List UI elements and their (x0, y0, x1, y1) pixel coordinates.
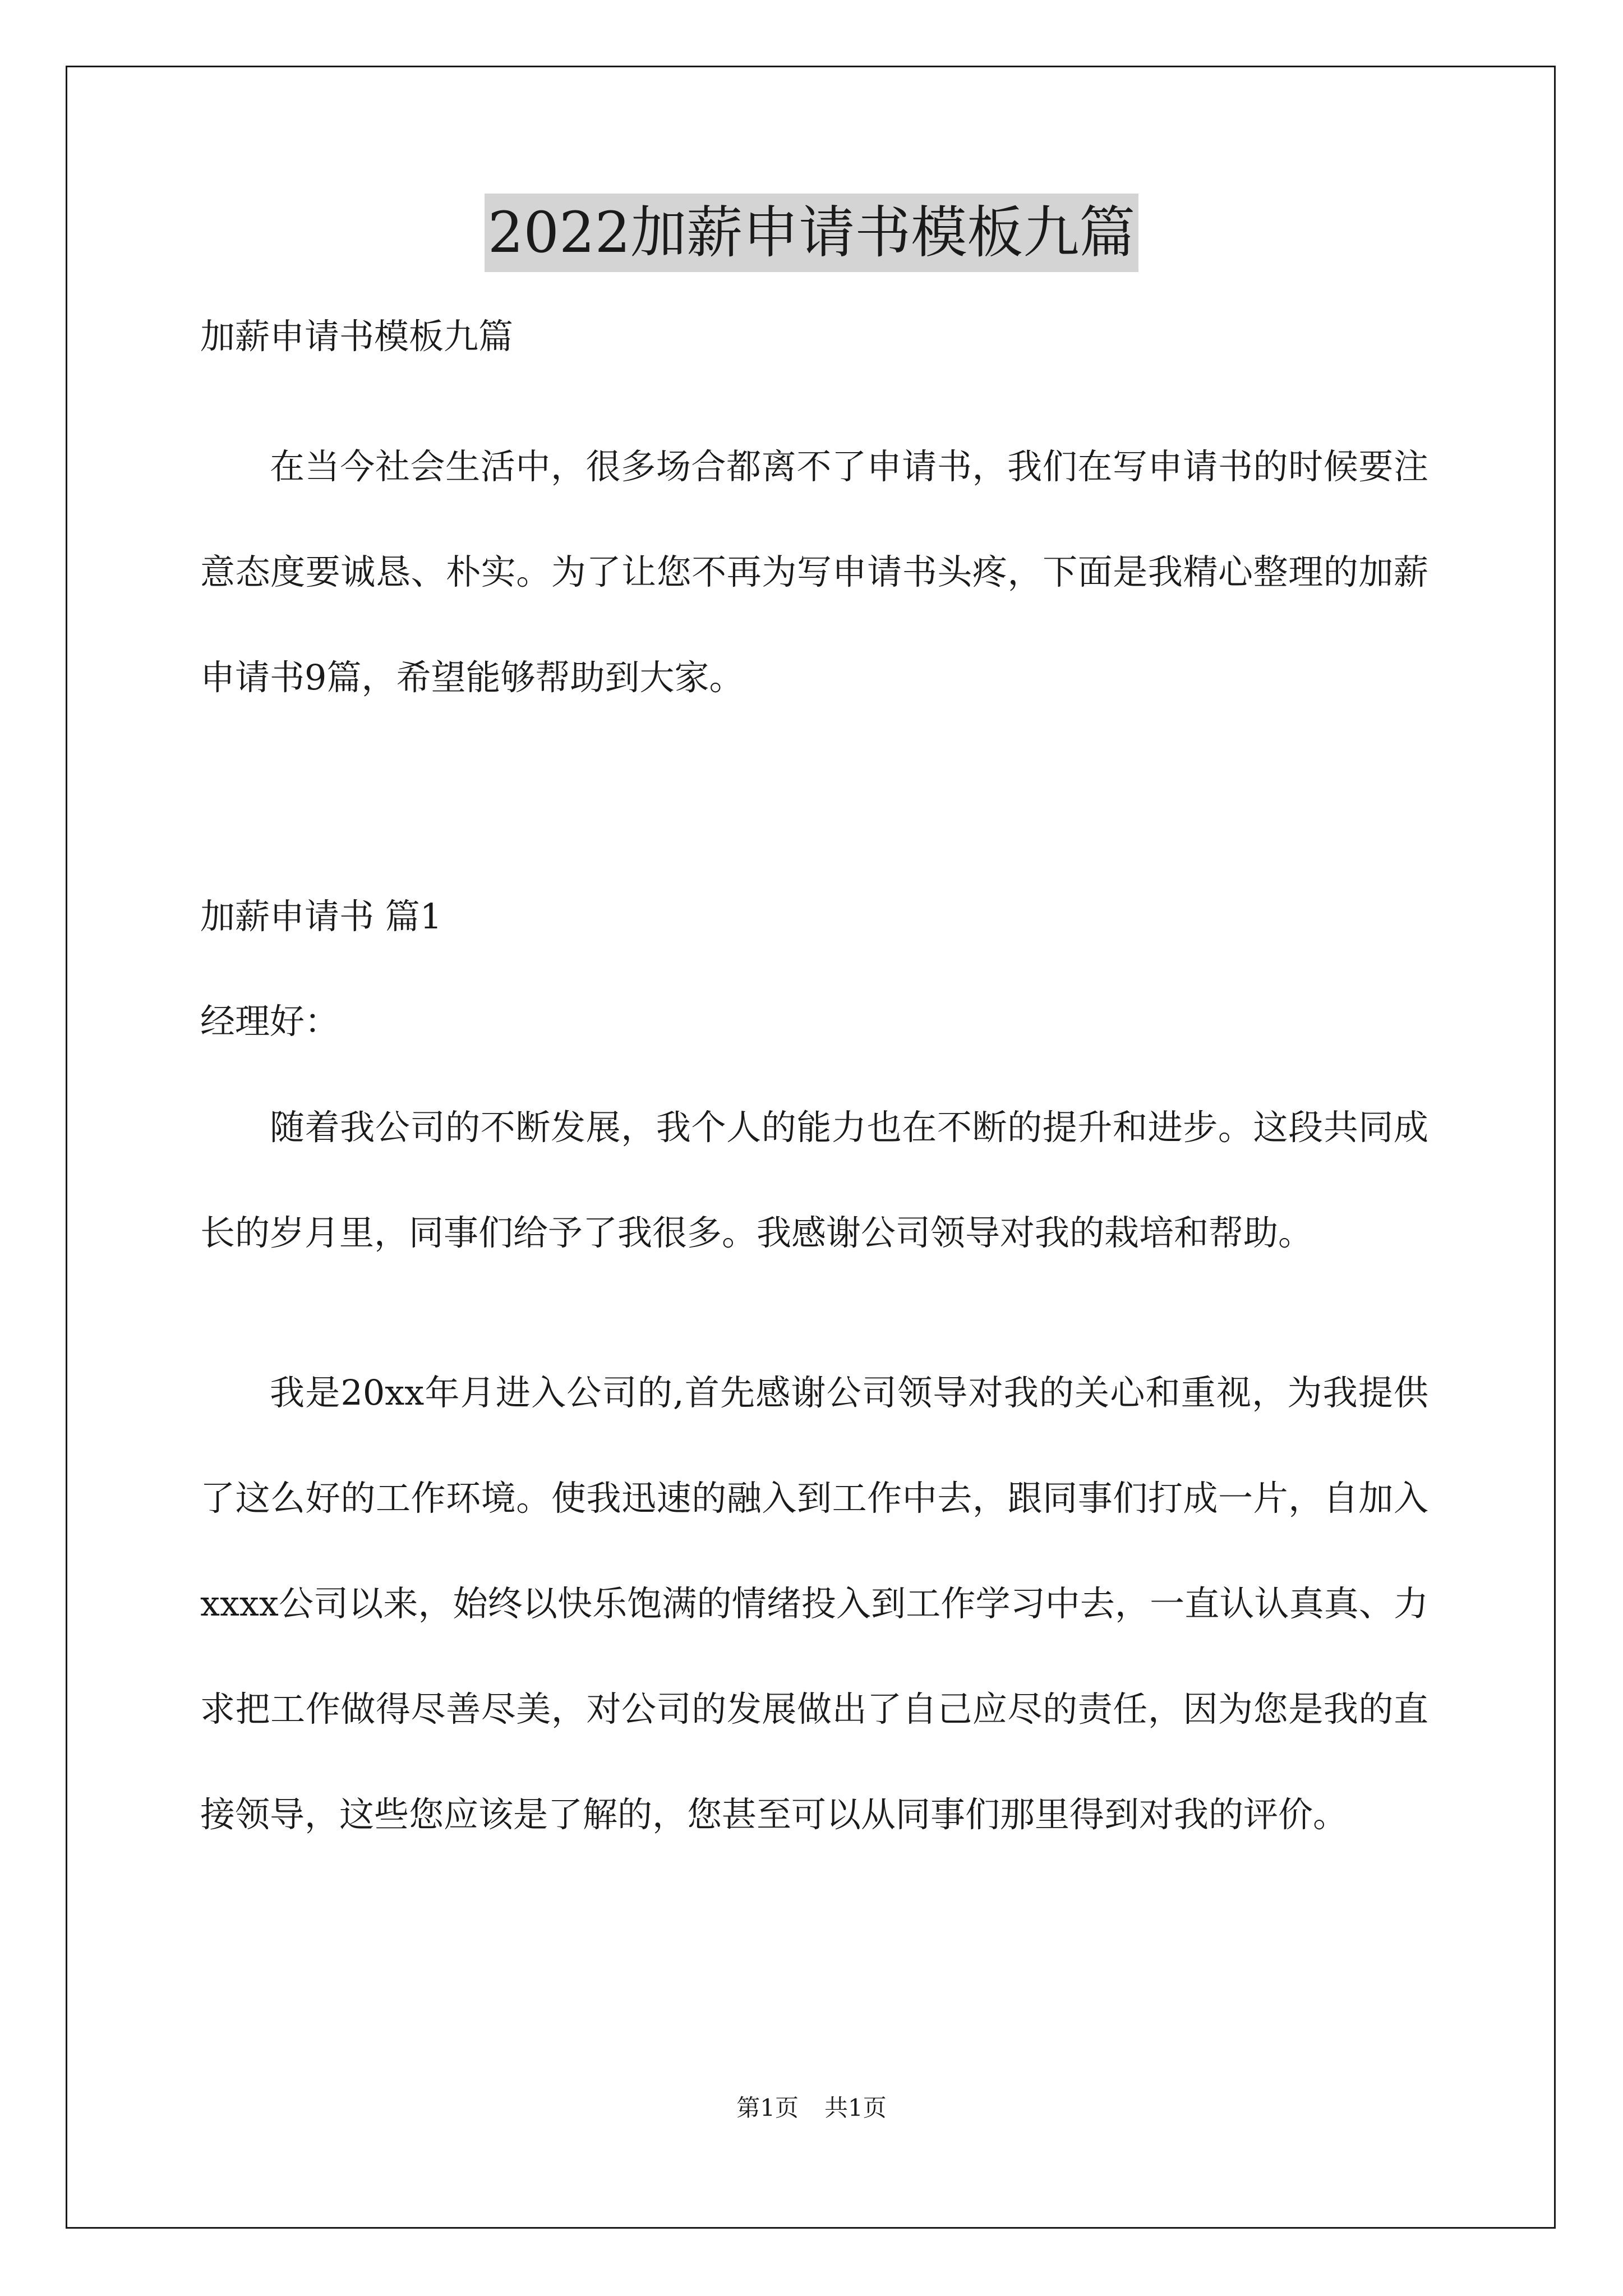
document-title-text: 2022加薪申请书模板九篇 (485, 194, 1139, 272)
document-title (0, 194, 1623, 278)
document-subtitle: 加薪申请书模板九篇 (200, 316, 514, 357)
body-paragraph (200, 1340, 1428, 1867)
section-spacer (200, 785, 1428, 891)
page-footer (0, 2091, 1623, 2125)
body-paragraph-text: 我是20xx年月进入公司的,首先感谢公司领导对我的关心和重视，为我提供了这么好的工作环境。使我迅速的融入到工作中去，跟同事们打成一片，自加入xxxx公司以来，始终以快乐饱满的情绪投入到工作学习中去，一直认认真真、力求把工作做得尽善尽美，对公司的发展做出了自己应尽的责任，因为您是我的直接领导，这些您应该是了解的，您甚至可以从同事们那里得到对我的评价。 (200, 1372, 1428, 1835)
body-paragraph (200, 1075, 1428, 1286)
intro-paragraph-text: 在当今社会生活中，很多场合都离不了申请书，我们在写申请书的时候要注意态度要诚恳、朴实。为了让您不再为写申请书头疼，下面是我精心整理的加薪申请书9篇，希望能够帮助到大家。 (200, 446, 1428, 698)
section-heading: 加薪申请书 篇1 (200, 896, 442, 937)
salutation: 经理好： (200, 1001, 340, 1042)
body-paragraph-text: 随着我公司的不断发展，我个人的能力也在不断的提升和进步。这段共同成长的岁月里，同事们给予了我很多。我感谢公司领导对我的栽培和帮助。 (200, 1107, 1428, 1253)
page-number-current: 第1页 (736, 2094, 799, 2122)
document-body (200, 311, 1428, 1922)
page-number-total: 共1页 (824, 2094, 887, 2122)
intro-paragraph (200, 414, 1428, 730)
